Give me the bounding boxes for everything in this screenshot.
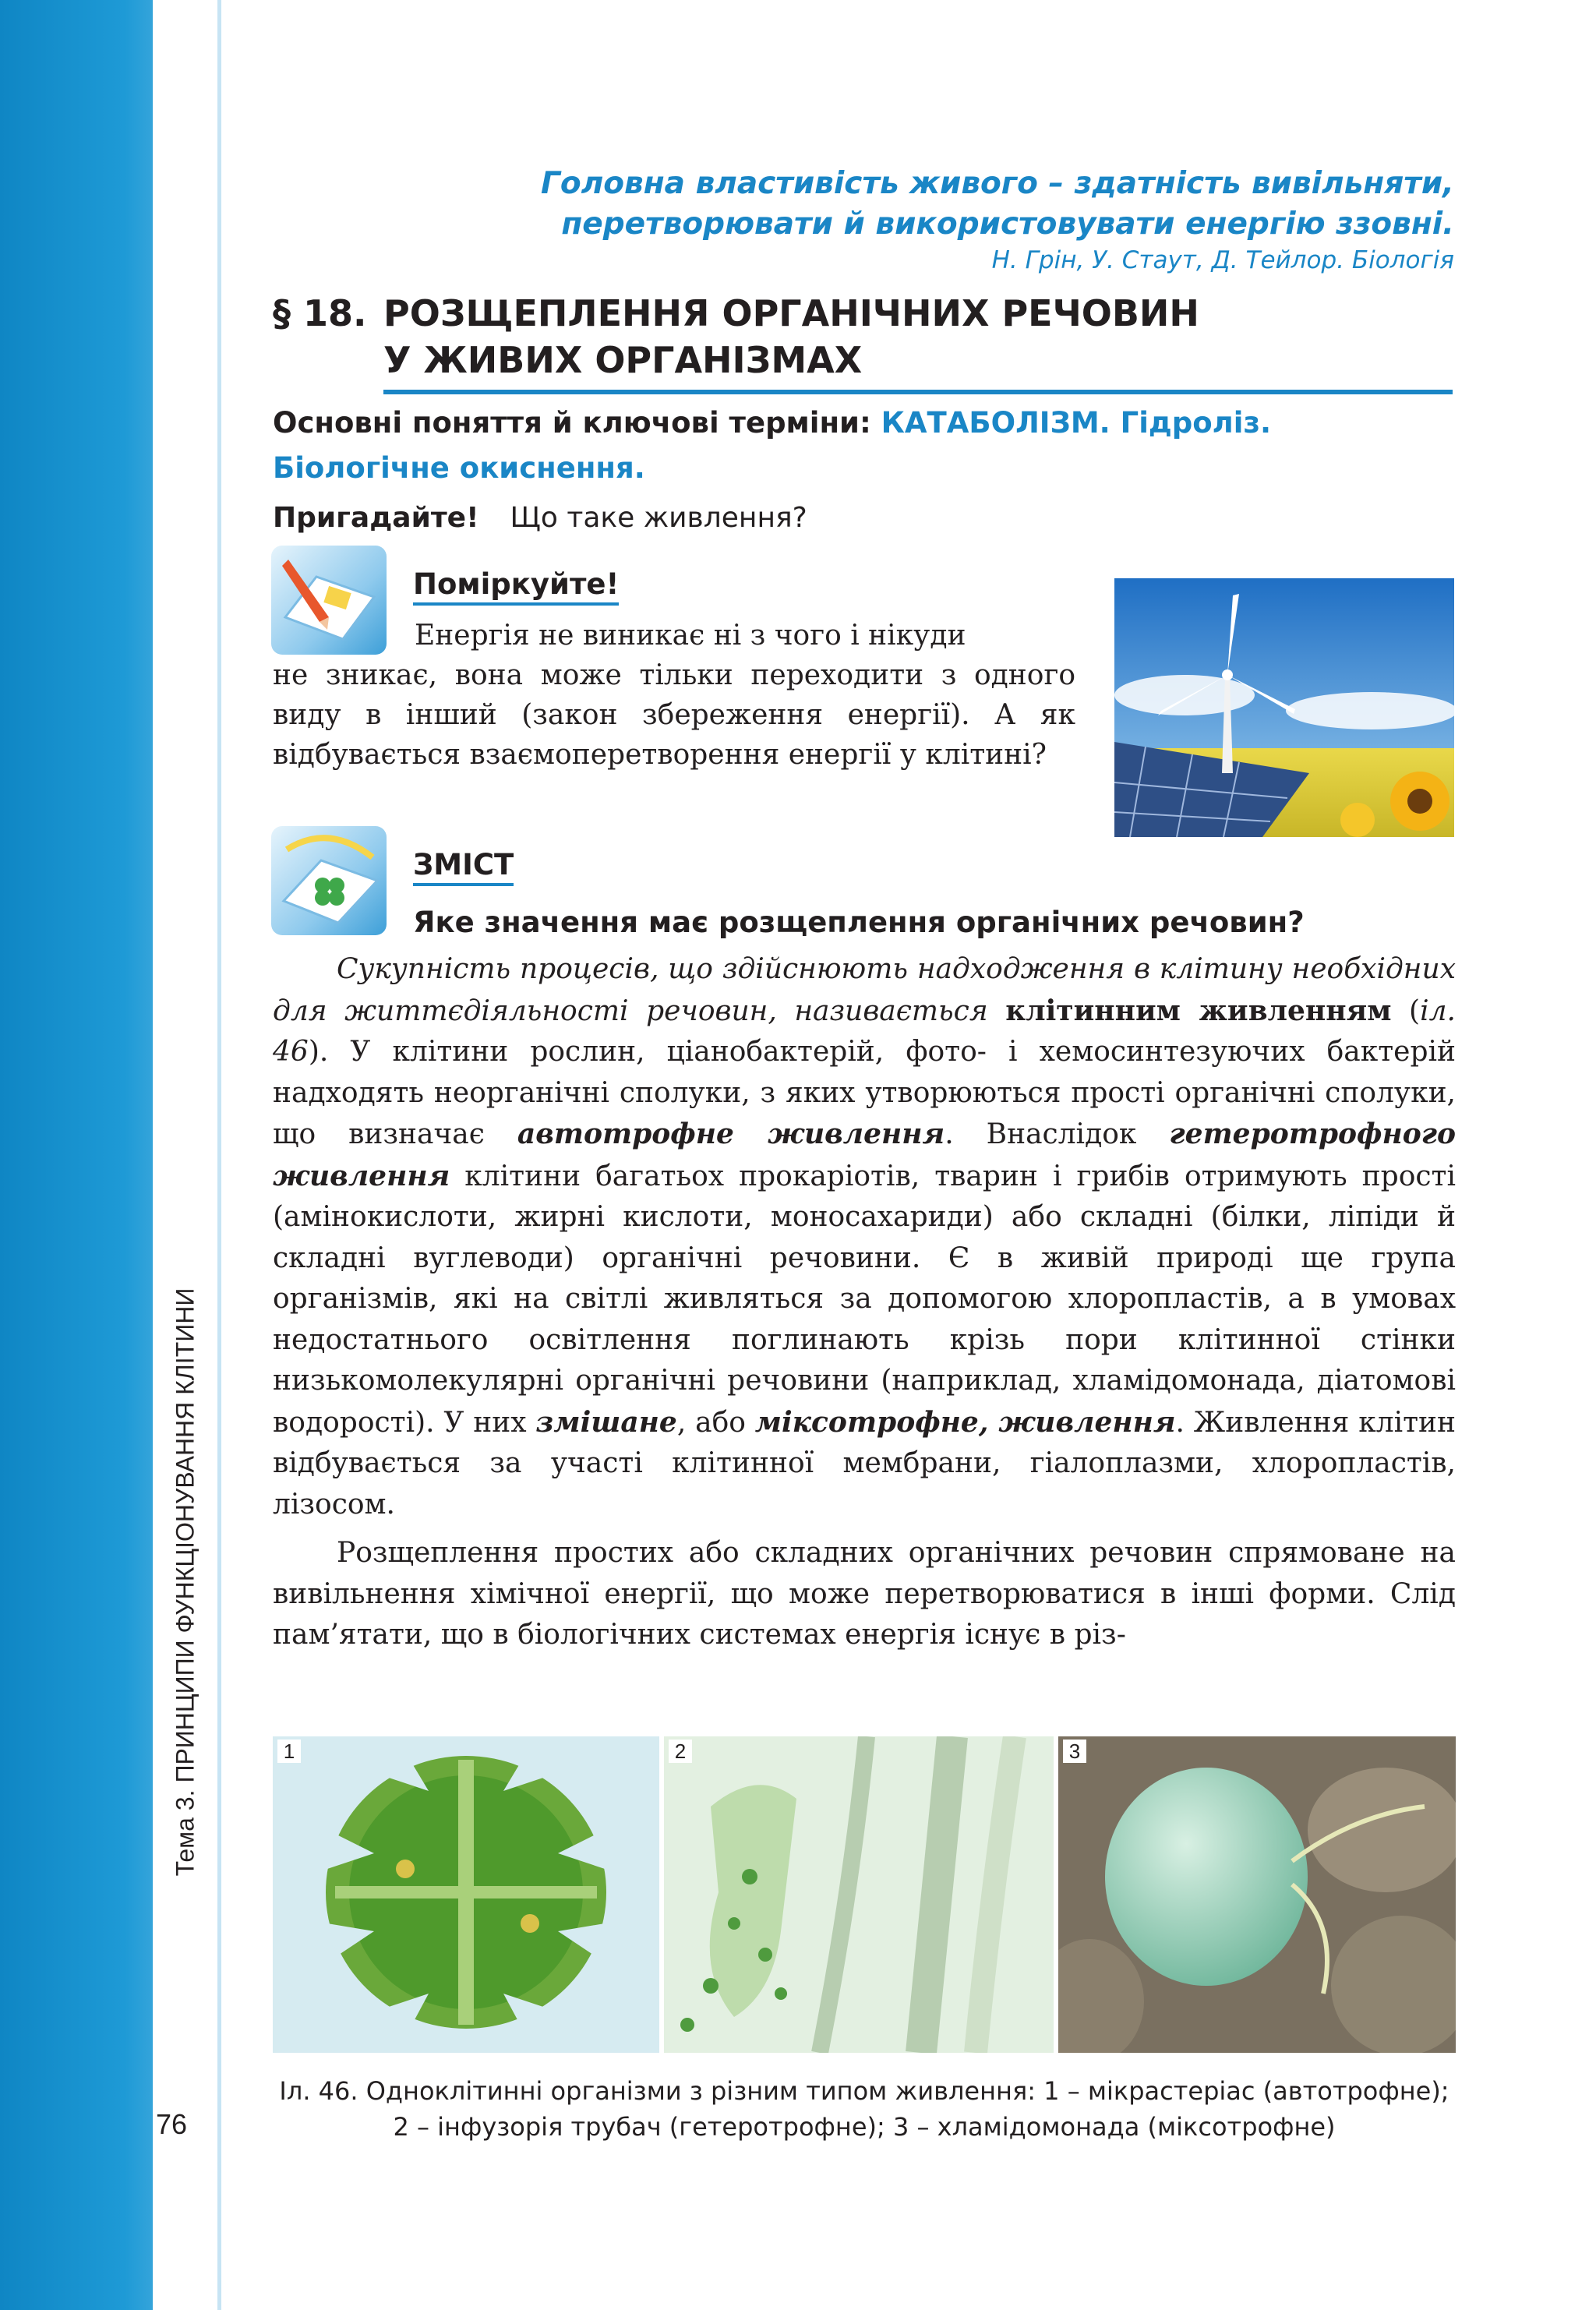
key-terms-list: КАТАБОЛІЗМ. Гідроліз. Біологічне окиснення. — [273, 406, 1272, 485]
paragraph-1-part-c: клітини багатьох прокаріотів, тварин і грибів отримують прості (амінокислоти, жирні кислоти, моносахариди) або складні (білки, ліпіди й складні вуглеводи) органічні речовини. Є в живій природі ще група організмів, які на світлі живляться за допомогою хлоропластів, а в умовах недостатнього освітлення поглинають крізь пори клітинної стінки низькомолекулярні органічні речовини (наприклад, хламідомонада, діатомові водорості). У них — [273, 1160, 1456, 1439]
figure-reference: іл. 46 — [273, 994, 1456, 1068]
epigraph-line-1: Головна властивість живого – здатність вивільняти, — [541, 166, 1454, 201]
content-subheading: Яке значення має розщеплення органічних речовин? — [413, 906, 1305, 939]
chlamydomonas-photo — [1058, 1736, 1456, 2053]
paragraph-2: Розщеплення простих або складних органічних речовин спрямоване на вивільнення хімічної енергії, що може перетворюватися в інші форми. Слід пам’ятати, що в біологічних системах енергія існує в різ- — [273, 1537, 1456, 1651]
sidebar-margin — [153, 0, 224, 2310]
paragraph-1-part-d: , або — [676, 1406, 746, 1439]
epigraph-line-2: перетворювати й використовувати енергію ззовні. — [561, 207, 1454, 242]
section-title-line-1: РОЗЩЕПЛЕННЯ ОРГАНІЧНИХ РЕЧОВИН — [383, 292, 1199, 334]
definition-text: Сукупність процесів, що здійснюють надходження в клітину необхідних для життєдіяльності речовин, називається — [273, 953, 1456, 1027]
micrasterias-photo — [273, 1736, 659, 2053]
term-autotrophic: автотрофне живлення — [517, 1118, 945, 1150]
paren-open: ( — [1409, 994, 1421, 1027]
heading-underline — [383, 390, 1453, 394]
figure-46 — [273, 1736, 1456, 2053]
term-mixotrophic: міксотрофне, живлення — [754, 1405, 1176, 1439]
panel-1-label: 1 — [277, 1740, 301, 1763]
epigraph — [541, 164, 1454, 276]
section-number: § 18. — [273, 292, 367, 334]
panel-2-label: 2 — [669, 1740, 692, 1763]
running-head: Тема 3. ПРИНЦИПИ ФУНКЦІОНУВАННЯ КЛІТИНИ — [171, 1287, 200, 1877]
think-label: Поміркуйте! — [413, 567, 619, 606]
wind-turbine-photo — [1114, 578, 1454, 837]
section-title-line-2: У ЖИВИХ ОРГАНІЗМАХ — [383, 339, 863, 381]
paragraph-1-part-a: ). У клітини рослин, ціанобактерій, фото- і хемосинтезуючих бактерій надходять неорганічні сполуки, з яких утворюються прості органічні сполуки, що визначає — [273, 1036, 1456, 1150]
key-terms-label: Основні поняття й ключові терміни: — [273, 406, 871, 440]
caption-line-2: 2 – інфузорія трубач (гетеротрофне); 3 – хламідомонада (міксотрофне) — [393, 2112, 1336, 2142]
body-text — [273, 949, 1456, 1656]
think-text — [273, 616, 1075, 775]
term-cell-nutrition: клітинним живленням — [1005, 994, 1392, 1027]
recall-question: Що таке живлення? — [510, 502, 807, 534]
epigraph-source: Н. Грін, У. Стаут, Д. Тейлор. Біологія — [991, 246, 1454, 274]
key-terms — [273, 401, 1457, 491]
term-mixed: змішане — [535, 1405, 677, 1439]
term-heterotrophic: гетеротрофного живлення — [273, 1118, 1457, 1192]
think-text-rest: не зникає, вона може тільки переходити з одного виду в інший (закон збереження енергії). А як відбувається взаємоперетворення енергії у клітині? — [273, 659, 1075, 771]
recall-block — [273, 499, 807, 538]
recall-label: Пригадайте! — [273, 502, 479, 534]
content-label: ЗМІСТ — [413, 848, 514, 886]
paragraph-1-part-e: . Живлення клітин відбувається за участі клітинної мембрани, гіалоплазми, хлоропластів, лізосом. — [273, 1406, 1456, 1521]
clover-book-icon — [271, 826, 387, 935]
sidebar-rule — [217, 0, 221, 2310]
stentor-photo — [664, 1736, 1054, 2053]
panel-3-label: 3 — [1063, 1740, 1086, 1763]
caption-line-1: Іл. 46. Одноклітинні організми з різним типом живлення: 1 – мікрастеріас (автотрофне); — [279, 2076, 1449, 2106]
think-text-line-1: Енергія не виникає ні з чого і нікуди — [415, 620, 966, 652]
paragraph-1 — [273, 949, 1456, 1525]
paragraph-1-part-b: . Внаслідок — [945, 1118, 1137, 1150]
page-number: 76 — [156, 2108, 188, 2140]
figure-caption — [273, 2073, 1456, 2145]
